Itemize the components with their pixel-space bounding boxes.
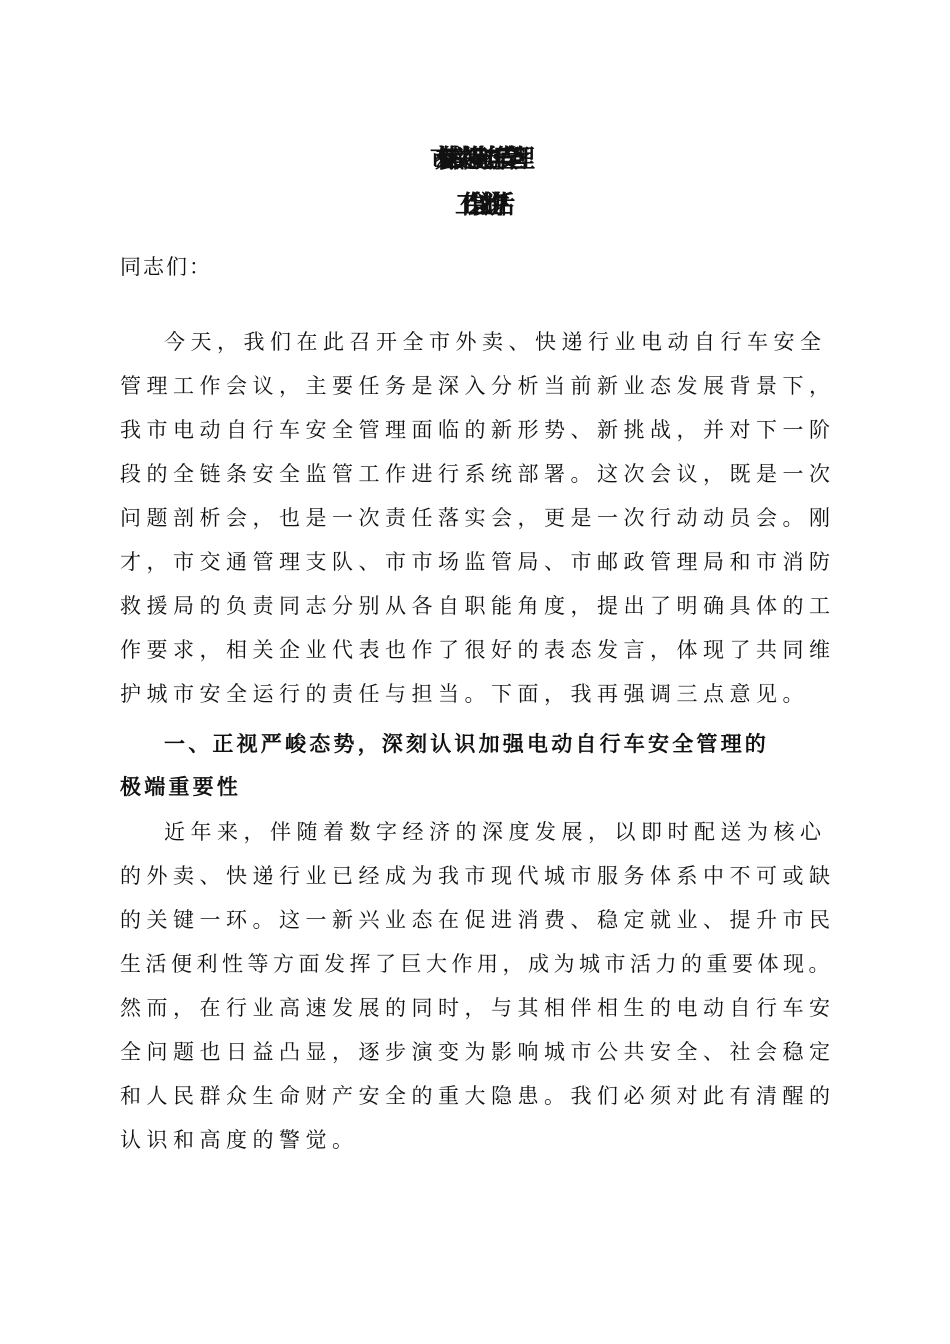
- paragraph-1-line: 护城市安全运行的责任与担当。下面，我再强调三点意见。: [120, 682, 809, 706]
- paragraph-2-line: 近年来，伴随着数字经济的深度发展，以即时配送为核心: [164, 820, 827, 844]
- paragraph-2-line: 和人民群众生命财产安全的重大隐患。我们必须对此有清醒的: [120, 1084, 836, 1108]
- paragraph-1-line: 救援局的负责同志分别从各自职能角度，提出了明确具体的工: [120, 594, 836, 618]
- paragraph-1-line: 管理工作会议，主要任务是深入分析当前新业态发展背景下，: [120, 374, 836, 398]
- paragraph-2-line: 认识和高度的警觉。: [120, 1128, 359, 1152]
- paragraph-1-line: 我市电动自行车安全管理面临的新形势、新挑战，并对下一阶: [120, 418, 836, 442]
- paragraph-1-line: 今天，我们在此召开全市外卖、快递行业电动自行车安全: [164, 330, 827, 354]
- paragraph-1-line: 段的全链条安全监管工作进行系统部署。这次会议，既是一次: [120, 462, 836, 486]
- document-title-line-1: 在xx市外卖、快递行业电动自行车安全管理: [435, 144, 515, 173]
- paragraph-1-line: 作要求，相关企业代表也作了很好的表态发言，体现了共同维: [120, 638, 836, 662]
- section-heading-1-line-2: 极端重要性: [120, 775, 241, 799]
- paragraph-1-line: 问题剖析会，也是一次责任落实会，更是一次行动动员会。刚: [120, 506, 836, 530]
- document-title-line-2: 工作会议上的讲话: [454, 190, 495, 219]
- section-heading-1-line-1: 一、正视严峻态势，深刻认识加强电动自行车安全管理的: [164, 732, 769, 756]
- paragraph-2-line: 的外卖、快递行业已经成为我市现代城市服务体系中不可或缺: [120, 864, 836, 888]
- paragraph-1-line: 才，市交通管理支队、市市场监管局、市邮政管理局和市消防: [120, 550, 836, 574]
- paragraph-2-line: 生活便利性等方面发挥了巨大作用，成为城市活力的重要体现。: [120, 952, 834, 976]
- paragraph-2-line: 的关键一环。这一新兴业态在促进消费、稳定就业、提升市民: [120, 908, 836, 932]
- greeting: 同志们：: [120, 255, 212, 279]
- paragraph-2-line: 然而，在行业高速发展的同时，与其相伴相生的电动自行车安: [120, 996, 836, 1020]
- paragraph-2-line: 全问题也日益凸显，逐步演变为影响城市公共安全、社会稳定: [120, 1040, 836, 1064]
